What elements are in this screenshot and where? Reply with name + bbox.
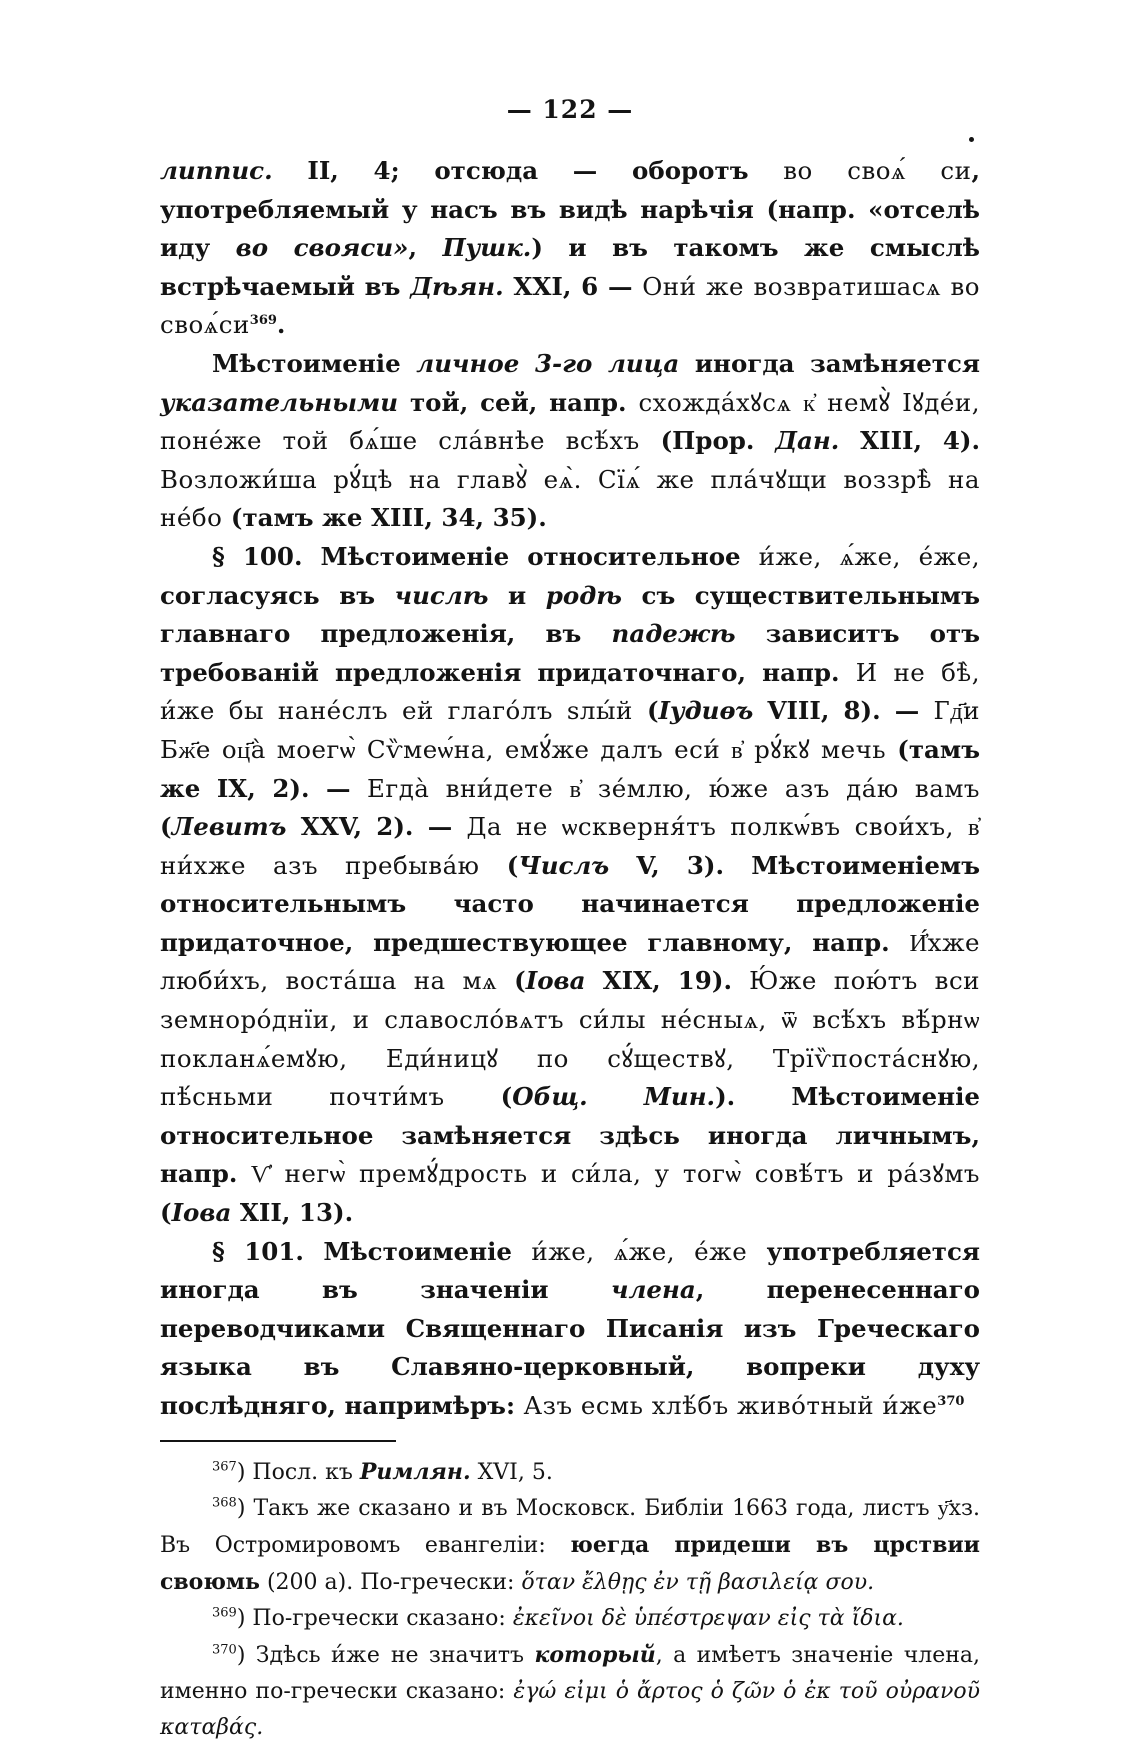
footnote-number: 370 [212,1642,237,1658]
footnote-368 [160,1491,980,1601]
italic-phrase: во свояси» [235,233,409,263]
slavonic-quote: И҆́хже люби́хъ, воста́ша на мѧ [160,927,980,996]
text-run: ( [160,1198,172,1228]
book-page [160,95,980,1746]
text-run: II, 4; отсюда — оборотъ [272,156,784,185]
source-abbrev: Іова [171,1198,232,1228]
text-run: V, 3). Мѣстоименіемъ относительнымъ часто начинается предложеніе придаточное, предшествующее главному, напр. [160,850,980,957]
italic-term: числѣ [394,580,489,610]
text-run: XVI, 5. [470,1459,553,1485]
text-run: ) и въ такомъ же смыслѣ встрѣчаемый въ [160,233,980,301]
old-slavonic-quote: юегда придеши въ црствии своюмь [160,1531,980,1595]
footnote-370 [160,1637,980,1746]
slavonic-quote: Гд҃и Бж҃е оц҃а̀ моегѡ̀ Сѷмеѡ́на, емꙋ́же далъ еси́ в҆ рꙋ́кꙋ мечь [160,696,980,764]
source-abbrev: Римлян. [359,1458,471,1485]
text-run: ( [497,966,526,996]
source-abbrev: Числъ [518,850,610,880]
text-run: ( [160,812,172,842]
text-run: ( [479,850,519,880]
text-run: согласуясь въ [160,580,395,610]
text-run: , употребляемый у насъ въ видѣ нарѣчія (напр. «отселѣ иду [160,156,980,263]
paragraph-section-100 [160,538,980,1233]
text-run: . [276,310,286,340]
slavonic-quote: Возложи́ша рꙋ́цѣ на главꙋ̀ еѧ̀. Сїѧ́ же пла́чꙋщи воззрѣ̀ на не́бо [160,464,980,533]
text-run: VIII, 8). — [753,696,934,726]
text-run: иногда замѣняется [679,348,981,378]
text-run: XIX, 19). [585,966,750,996]
text-run: ( [444,1082,513,1112]
text-run: и [488,580,546,610]
slavonic-quote: Егда̀ вни́дете в҆ зе́млю, ю́же азъ да́ю вамъ [367,773,980,803]
text-run: (Прор. [639,426,776,456]
text-run: (тамъ же IX, 2). — [160,734,980,803]
slavonic-phrase: во своѧ́ си [783,156,972,185]
footnote-number: 369 [212,1605,237,1621]
slavonic-phrase: и́же, ѧ́же, е́же, [758,541,980,571]
source-abbrev: Общ. Мин. [512,1082,716,1112]
source-abbrev: Пушк. [442,233,532,263]
page-number: — 122 — [506,95,634,124]
italic-term: указательными [160,387,399,417]
text-run: ) Посл. къ [236,1459,360,1485]
source-abbrev: липпис. [160,156,273,185]
text-run: XIII, 4). [839,426,980,456]
text-run: XXI, 6 — [503,271,643,301]
slavonic-quote: Азъ есмь хлѣ́бъ живо́тный и́же [523,1391,938,1420]
slavonic-quote: Они́ же возвратишасѧ во своѧ́си [160,271,980,340]
text-run: ). Мѣстоименіе относительное замѣняется здѣсь иногда личнымъ, напр. [160,1082,980,1189]
footnote-369 [160,1601,980,1637]
italic-term: падежѣ [611,619,736,649]
slavonic-phrase: и́же [331,1642,381,1668]
footnote-ref[interactable]: 370 [937,1393,965,1409]
italic-term: члена [610,1275,696,1305]
paragraph-continuation [160,152,980,345]
text-run: не значитъ [380,1642,535,1668]
paragraph-personal-pronoun [160,345,980,538]
italic-term: родѣ [545,580,622,610]
footnote-ref[interactable]: 369 [249,313,277,329]
text-run: съ существительнымъ главнаго предложенія, въ [160,580,981,649]
text-run: ) Такъ же сказано и въ Московск. Библіи 1663 года, листъ у҃хз. Въ Остромировомъ евангеліи: [160,1495,980,1558]
slavonic-quote: Да не ѡскверня́тъ полкѡ́въ свои́хъ, в҆ ни́хже азъ пребыва́ю [160,812,981,880]
text-run: , перенесеннаго переводчиками Священнаго Писанія изъ Греческаго языка въ Славяно-церковный, вопреки духу послѣдняго, напримѣръ: [160,1275,980,1420]
text-run: XXV, 2). — [286,812,467,842]
paragraph-section-101 [160,1233,980,1426]
text-run: ) По-гречески сказано: [236,1605,513,1631]
greek-quote: ὅταν ἔλθῃς ἐν τῇ βασιλείᾳ σου. [521,1569,875,1595]
text-run: Мѣстоименіе [212,348,417,378]
text-run: , а имѣетъ значеніе члена, именно по-гречески сказано: [160,1642,981,1704]
slavonic-phrase: и́же, ѧ́же, е́же [531,1236,748,1266]
footnote-367 [160,1454,980,1491]
greek-quote: ἐκεῖνοι δὲ ὑπέστρεψαν εἰς τὰ ἴδια. [512,1605,904,1631]
section-heading: § 101. Мѣстоименіе [212,1236,532,1266]
slavonic-quote: Ѵ҆ негѡ̀ премꙋ́дрость и си́ла, у тогѡ̀ совѣ́тъ и ра́зꙋмъ [250,1159,980,1189]
source-abbrev: Іова [525,966,586,996]
footnote-number: 367 [212,1459,237,1475]
text-run: (200 а). По-гречески: [259,1569,522,1595]
greek-quote: ἐγώ εἰμι ὁ ἄρτος ὁ ζῶν ὁ ἐκ τοῦ οὐρανοῦ καταβάς. [160,1678,980,1740]
text-run: XII, 13). [231,1198,354,1228]
text-run: употребляется иногда въ значеніи [160,1236,980,1305]
slavonic-quote: схожда́хꙋсѧ к҆ немꙋ̀ Іꙋде́и, поне́же той бѧ́ше сла́внѣе всѣ́хъ [160,387,980,456]
slavonic-quote: Ю́же пою́тъ вси земноро́днїи, и славосло́вѧтъ си́лы не́сныѧ, ѿ всѣ́хъ вѣ́рнѡ покланѧ́емꙋю, Еди́ницꙋ по сꙋ́ществꙋ, Трїѷпоста́снꙋю, пѣ́сньми почти́мъ [160,966,981,1112]
text-run: зависитъ отъ требованій предложенія придаточнаго, напр. [160,619,980,687]
source-abbrev: Левитъ [171,812,287,842]
print-mark [176,1582,186,1584]
source-abbrev: Дан. [775,426,840,456]
ink-dot [969,137,974,142]
text-run: ( [632,696,659,726]
footnote-number: 368 [212,1495,237,1511]
footnote-divider [160,1440,396,1442]
text-run: (тамъ же XIII, 34, 35). [222,503,547,533]
source-abbrev: Іудиѳъ [658,696,754,726]
slavonic-quote: И не бѣ̀, и́же бы нане́слъ ей глаго́лъ ѕлы́й [160,657,980,726]
source-abbrev: Дѣян. [410,271,504,301]
section-heading: § 100. Мѣстоименіе относительное [212,541,759,571]
italic-term: который [534,1641,656,1668]
text-run: той, сей, напр. [398,387,639,417]
text-run: , [408,233,443,263]
text-run: ) Здѣсь [236,1642,332,1668]
italic-term: личное 3-го лица [416,348,680,378]
